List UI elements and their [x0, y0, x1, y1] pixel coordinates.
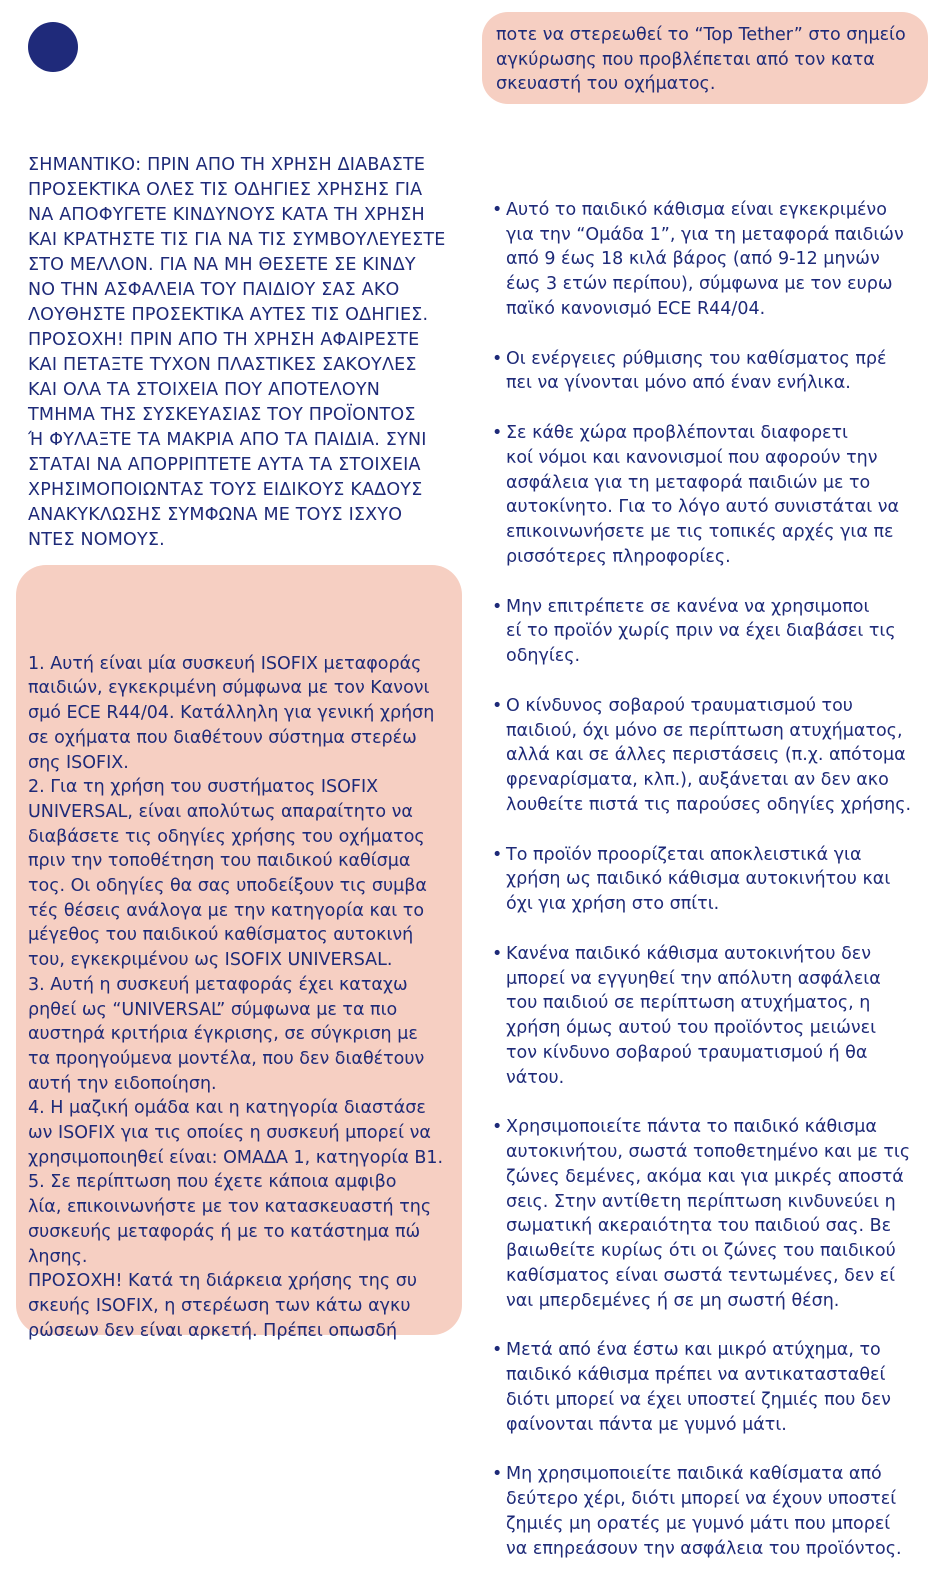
list-item: [492, 421, 916, 570]
list-item: [492, 1115, 916, 1313]
bullet-text: Ο κίνδυνος σοβαρού τραυματισμού του παιδιού, όχι μόνο σε περίπτωση ατυχήματος, αλλά και σε άλλες περιστάσεις (π.χ. απότομα φρεναρίσματα, κλπ.), αυξάνεται αν δεν ακο λουθείτε πιστά τις παρούσες οδηγίες χρήσης.: [506, 695, 912, 815]
bullet-mark: •: [492, 844, 503, 865]
top-tether-note-box: [482, 12, 928, 104]
bullet-mark: •: [492, 348, 503, 369]
important-warning-text: ΣΗΜΑΝΤΙΚΟ: ΠΡΙΝ ΑΠΟ ΤΗ ΧΡΗΣΗ ΔΙΑΒΑΣΤΕ ΠΡΟΣΕΚΤΙΚΑ ΟΛΕΣ ΤΙΣ ΟΔΗΓΙΕΣ ΧΡΗΣΗΣ ΓΙΑ ΝΑ ΑΠΟΦΥΓΕΤΕ ΚΙΝΔΥΝΟΥΣ ΚΑΤΑ ΤΗ ΧΡΗΣΗ ΚΑΙ ΚΡΑΤΗΣΤΕ ΤΙΣ ΓΙΑ ΝΑ ΤΙΣ ΣΥΜΒΟΥΛΕΥΕΣΤΕ ΣΤΟ ΜΕΛΛΟΝ. ΓΙΑ ΝΑ ΜΗ ΘΕΣΕΤΕ ΣΕ ΚΙΝΔΥ ΝΟ ΤΗΝ ΑΣΦΑΛΕΙΑ ΤΟΥ ΠΑΙΔΙΟΥ ΣΑΣ ΑΚΟ ΛΟΥΘΗΣΤΕ ΠΡΟΣΕΚΤΙΚΑ ΑΥΤΕΣ ΤΙΣ ΟΔΗΓΙΕΣ. ΠΡΟΣΟΧΗ! ΠΡΙΝ ΑΠΟ ΤΗ ΧΡΗΣΗ ΑΦΑΙΡΕΣΤΕ ΚΑΙ ΠΕΤΑΞΤΕ ΤΥΧΟΝ ΠΛΑΣΤΙΚΕΣ ΣΑΚΟΥΛΕΣ ΚΑΙ ΟΛΑ ΤΑ ΣΤΟΙΧΕΙΑ ΠΟΥ ΑΠΟΤΕΛΟΥΝ ΤΜΗΜΑ ΤΗΣ ΣΥΣΚΕΥΑΣΙΑΣ ΤΟΥ ΠΡΟΪΟΝΤΟΣ Ή ΦΥΛΑΞΤΕ ΤΑ ΜΑΚΡΙΑ ΑΠΟ ΤΑ ΠΑΙΔΙΑ. ΣΥΝΙ ΣΤΑΤΑΙ ΝΑ ΑΠΟΡΡΙΠΤΕΤΕ ΑΥΤΑ ΤΑ ΣΤΟΙΧΕΙΑ ΧΡΗΣΙΜΟΠΟΙΩΝΤΑΣ ΤΟΥΣ ΕΙΔΙΚΟΥΣ ΚΑΔΟΥΣ ΑΝΑΚΥΚΛΩΣΗΣ ΣΥΜΦΩΝΑ ΜΕ ΤΟΥΣ ΙΣΧΥΟ ΝΤΕΣ ΝΟΜΟΥΣ.: [28, 155, 446, 550]
list-item: [492, 694, 916, 818]
bullet-mark: •: [492, 695, 503, 716]
page-marker-dot: [28, 22, 78, 72]
bullet-mark: •: [492, 596, 503, 617]
bullet-mark: •: [492, 199, 503, 220]
bullet-text: Οι ενέργειες ρύθμισης του καθίσματος πρέ πει να γίνονται μόνο από έναν ενήλικα.: [506, 348, 887, 394]
bullet-mark: •: [492, 1340, 503, 1361]
list-item: [492, 347, 916, 397]
bullet-text: Κανένα παιδικό κάθισμα αυτοκινήτου δεν μπορεί να εγγυηθεί την απόλυτη ασφάλεια του παιδιού σε περίπτωση ατυχήματος, η χρήση όμως αυτού του προϊόντος μειώνει τον κίνδυνο σοβαρού τραυματισμού ή θα νάτου.: [506, 943, 881, 1088]
list-item: [492, 1462, 916, 1561]
isofix-instructions-text: 1. Αυτή είναι μία συσκευή ISOFIX μεταφοράς παιδιών, εγκεκριμένη σύμφωνα με τον Κανονι σμό ECE R44/04. Κατάλληλη για γενική χρήση σε οχήματα που διαθέτουν σύστημα στερέω σης ISOFIX. 2. Για τη χρήση του συστήματος ISOFIX UNIVERSAL, είναι απολύτως απαραίτητο να διαβάσετε τις οδηγίες χρήσης του οχήματος πριν την τοποθέτηση του παιδικού καθίσμα τος. Οι οδηγίες θα σας υποδείξουν τις συμβα τές θέσεις ανάλογα με την κατηγορία και το μέγεθος του παιδικού καθίσματος αυτοκινή του, εγκεκριμένου ως ISOFIX UNIVERSAL. 3. Αυτή η συσκευή μεταφοράς έχει καταχω ρηθεί ως “UNIVERSAL” σύμφωνα με τα πιο αυστηρά κριτήρια έγκρισης, σε σύγκριση με τα προηγούμενα μοντέλα, που δεν διαθέτουν αυτή την ειδοποίηση. 4. Η μαζική ομάδα και η κατηγορία διαστάσε ων ISOFIX για τις οποίες η συσκευή μπορεί να χρησιμοποιηθεί είναι: ΟΜΑΔΑ 1, κατηγορία B1. 5. Σε περίπτωση που έχετε κάποια αμφιβο λία, επικοινωνήστε με τον κατασκευαστή της συσκευής μεταφοράς ή με το κατάστημα πώ λησης. ΠΡΟΣΟΧΗ! Κατά τη διάρκεια χρήσης της συ σκευής ISOFIX, η στερέωση των κάτω αγκυ ρώσεων δεν είναι αρκετή. Πρέπει οπωσδή: [28, 653, 444, 1341]
bullet-text: Μην επιτρέπετε σε κανένα να χρησιμοποι εί το προϊόν χωρίς πριν να έχει διαβάσει τις οδηγίες.: [506, 596, 896, 667]
bullet-text: Το προϊόν προορίζεται αποκλειστικά για χρήση ως παιδικό κάθισμα αυτοκινήτου και όχι για χρήση στο σπίτι.: [506, 844, 891, 915]
isofix-instructions-box: [16, 565, 462, 1341]
top-tether-note-text: ποτε να στερεωθεί το “Top Tether” στο σημείο αγκύρωσης που προβλέπεται από τον κατα σκευαστή του οχήματος.: [496, 25, 906, 94]
list-item: [492, 1338, 916, 1437]
bullet-text: Χρησιμοποιείτε πάντα το παιδικό κάθισμα αυτοκινήτου, σωστά τοποθετημένο και με τις ζώνες δεμένες, ακόμα και για μικρές αποστά σεις. Στην αντίθετη περίπτωση κινδυνεύει η σωματική ακεραιότητα του παιδιού σας. Βε βαιωθείτε κυρίως ότι οι ζώνες του παιδικού καθίσματος είναι σωστά τεντωμένες, δεν εί ναι μπερδεμένες ή σε μη σωστή θέση.: [506, 1117, 911, 1311]
list-item: [492, 198, 916, 322]
list-item: [492, 595, 916, 669]
bullet-text: Μετά από ένα έστω και μικρό ατύχημα, το παιδικό κάθισμα πρέπει να αντικατασταθεί διότι μπορεί να έχει υποστεί ζημιές που δεν φαίνονται πάντα με γυμνό μάτι.: [506, 1340, 891, 1435]
bullet-mark: •: [492, 1464, 503, 1485]
list-item: [492, 942, 916, 1091]
bullet-text: Σε κάθε χώρα προβλέπονται διαφορετι κοί νόμοι και κανονισμοί που αφορούν την ασφάλεια για τη μεταφορά παιδιών με το αυτοκίνητο. Για το λόγο αυτό συνιστάται να επικοινωνήσετε με τις τοπικές αρχές για πε ρισσότερες πληροφορίες.: [506, 422, 900, 567]
bullet-mark: •: [492, 1117, 503, 1138]
bullet-text: Αυτό το παιδικό κάθισμα είναι εγκεκριμένο για την “Ομάδα 1”, για τη μεταφορά παιδιών από 9 έως 18 κιλά βάρος (από 9-12 μηνών έως 3 ετών περίπου), σύμφωνα με τον ευρω παϊκό κανονισμό ECE R44/04.: [506, 199, 904, 319]
list-item: [492, 843, 916, 917]
safety-bullet-list: [492, 173, 916, 1586]
bullet-mark: •: [492, 422, 503, 443]
bullet-mark: •: [492, 943, 503, 964]
bullet-text: Μη χρησιμοποιείτε παιδικά καθίσματα από δεύτερο χέρι, διότι μπορεί να έχουν υποστεί ζημιές μη ορατές με γυμνό μάτι που μπορεί να επηρεάσουν την ασφάλεια του προϊόντος.: [506, 1464, 902, 1559]
